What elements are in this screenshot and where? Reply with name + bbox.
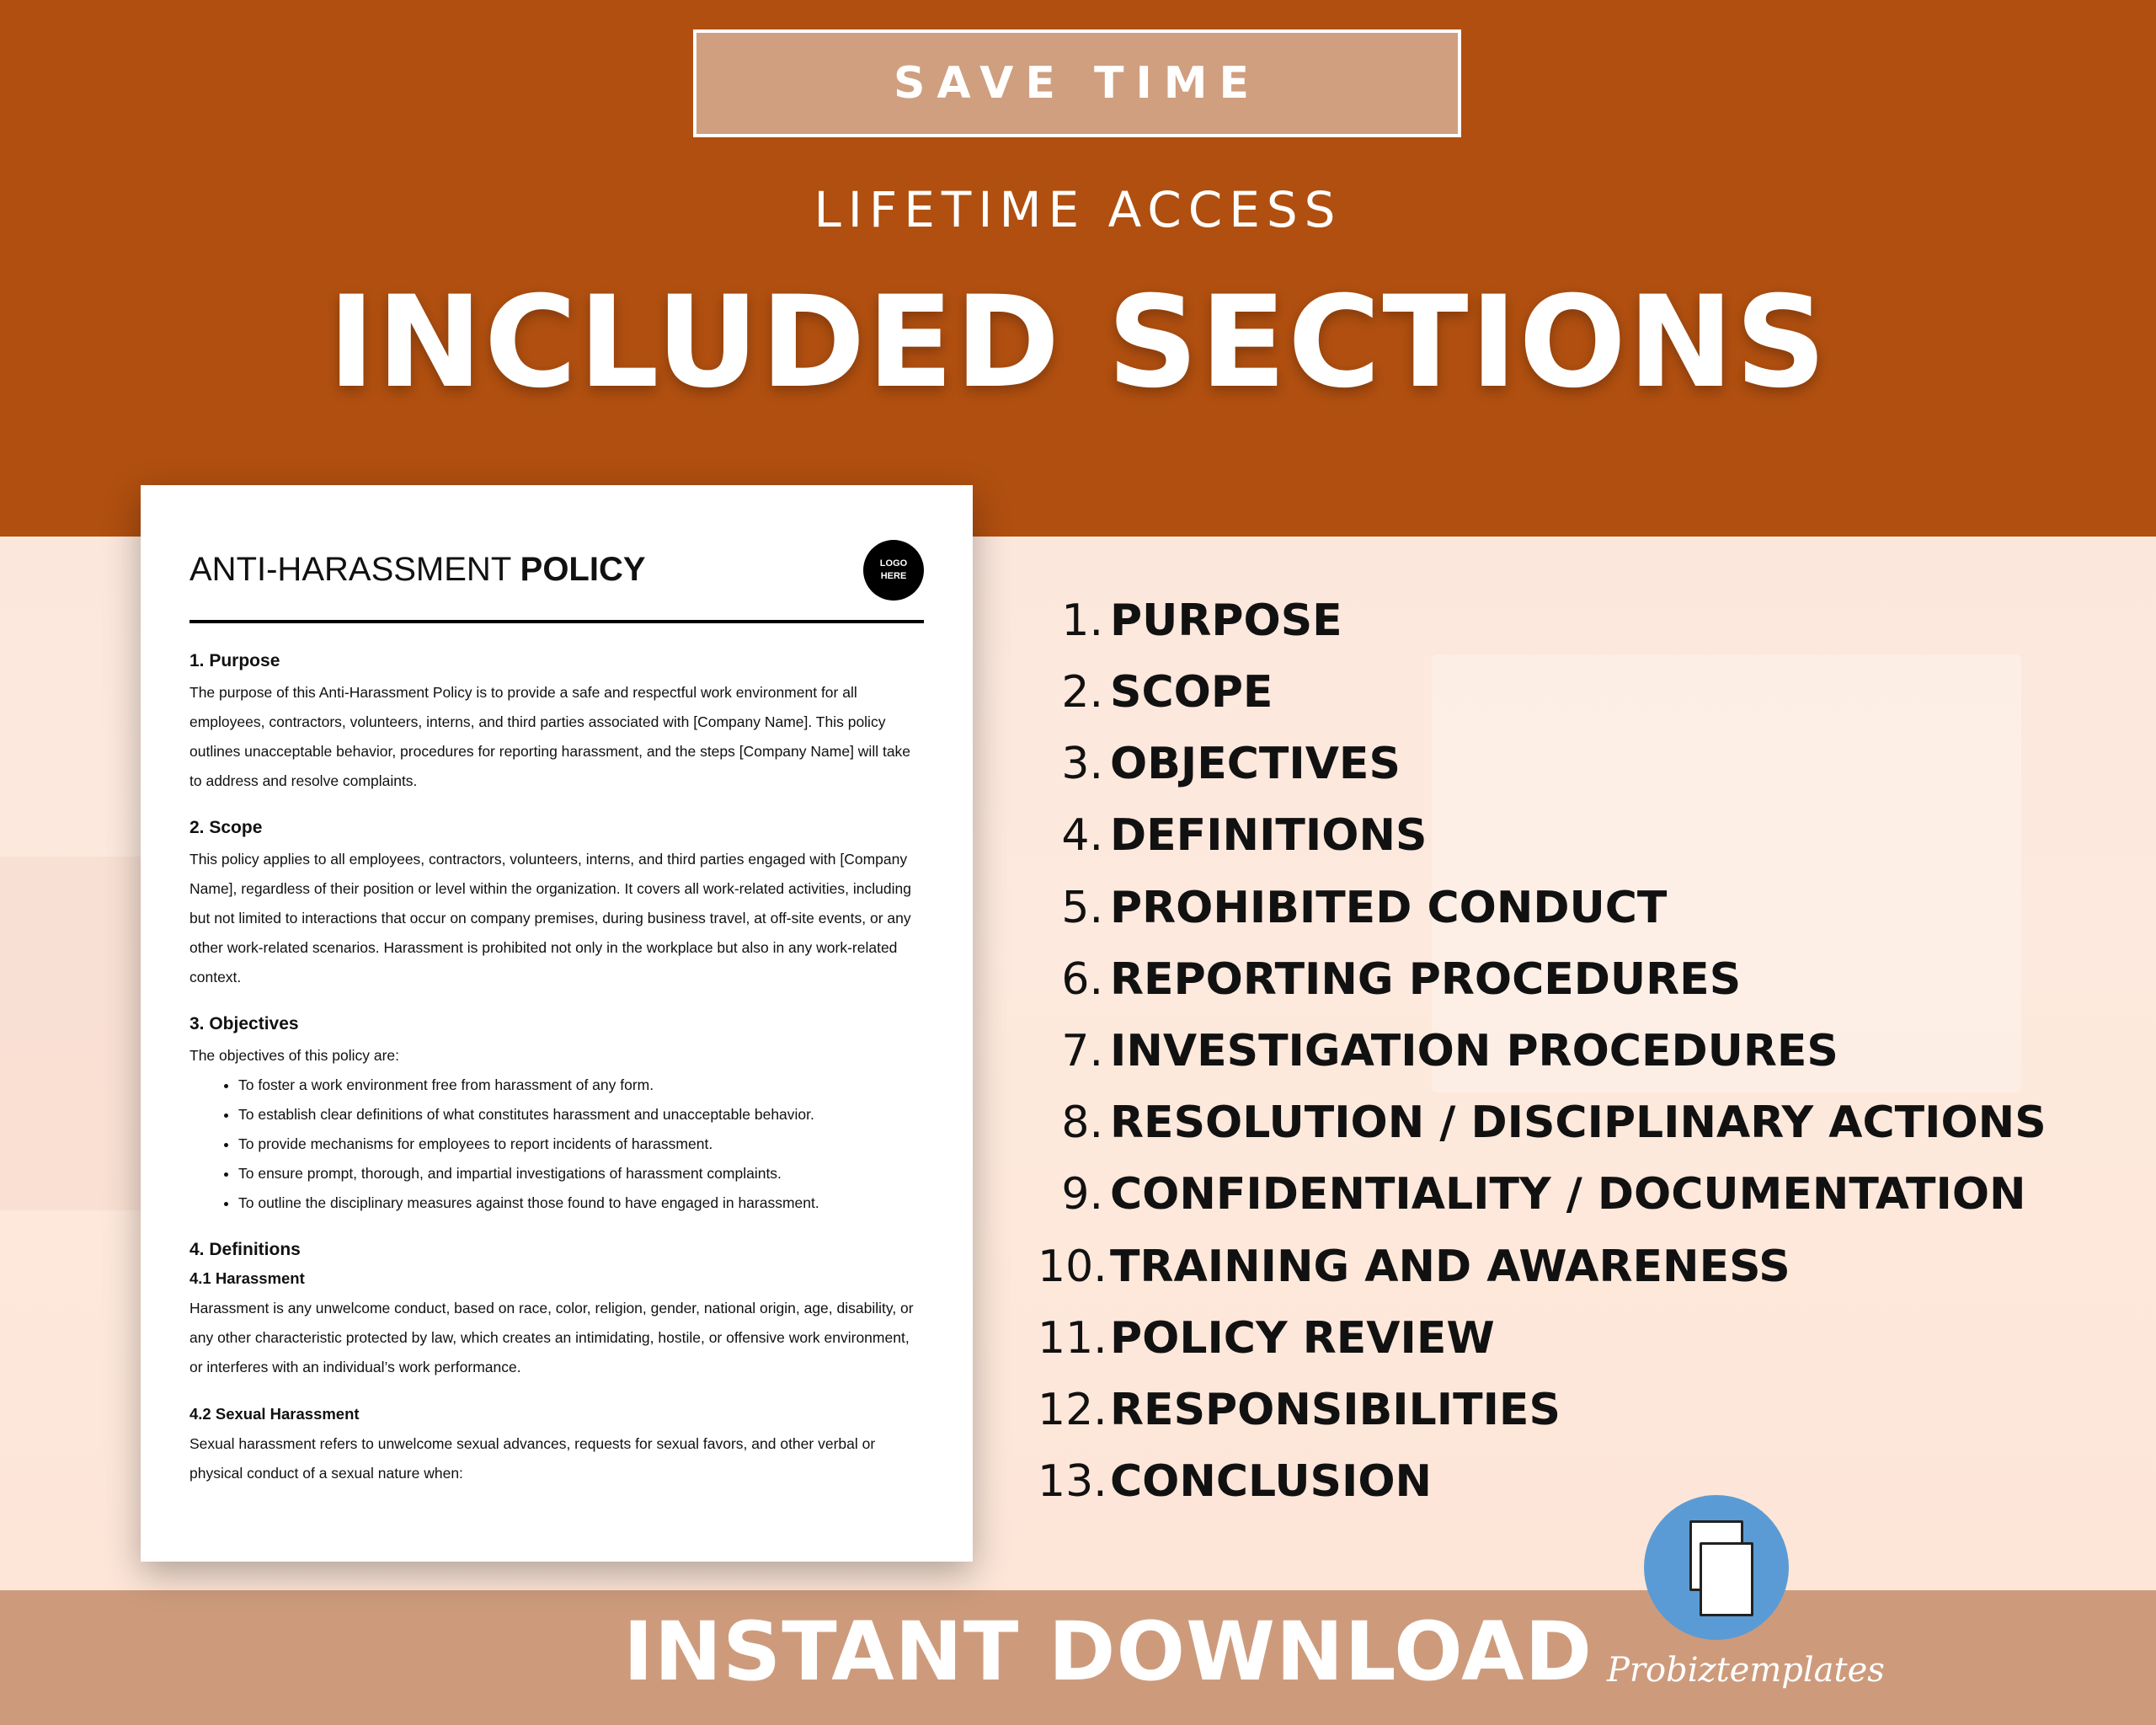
- subsection-text: Harassment is any unwelcome conduct, based on race, color, religion, gender, national origin, age, disability, or any other characteristic protected by law, which creates an intimidating, hostile, or offensive work environment, or interferes with an individual’s work performance.: [189, 1300, 914, 1375]
- section-number: 2.: [1061, 666, 1103, 718]
- section-label: PROHIBITED CONDUCT: [1110, 882, 1668, 933]
- doc-section-purpose: [189, 649, 924, 796]
- section-number: 9.: [1061, 1168, 1103, 1220]
- section-number: 4.: [1061, 809, 1103, 861]
- section-number: 8.: [1061, 1097, 1103, 1148]
- section-text: This policy applies to all employees, contractors, volunteers, interns, and third parties engaged with [Company Name], regardless of their position or level within the organization. It covers all work-related activities, including but not limited to interactions that occur on company premises, during business travel, at off-site events, or any other work-related scenarios. Harassment is prohibited not only in the workplace but also in any work-related context.: [189, 851, 911, 985]
- document-preview: [141, 485, 973, 1562]
- lifetime-access-subtitle: LIFETIME ACCESS: [814, 181, 1342, 238]
- document-title-bold: POLICY: [520, 551, 646, 588]
- section-list-item: [1038, 1374, 1561, 1445]
- section-heading: 4. Definitions: [189, 1240, 301, 1259]
- doc-section-objectives: [189, 1012, 924, 1218]
- section-heading: 2. Scope: [189, 818, 263, 837]
- document-body: [189, 649, 924, 1509]
- section-list-item: [1038, 1231, 1790, 1302]
- list-item: • To establish clear definitions of what constitutes harassment and unacceptable behavior.: [238, 1100, 924, 1130]
- section-heading: 1. Purpose: [189, 651, 280, 670]
- list-item: • To foster a work environment free from harassment of any form.: [238, 1071, 924, 1100]
- objectives-list: [189, 1071, 924, 1218]
- section-list-item: [1038, 872, 1667, 943]
- section-number: 10.: [1038, 1241, 1107, 1292]
- save-time-badge: [693, 29, 1461, 137]
- section-number: 6.: [1061, 953, 1103, 1005]
- save-time-label: SAVE TIME: [893, 58, 1262, 109]
- section-number: 11.: [1038, 1312, 1107, 1364]
- section-number: 3.: [1061, 738, 1103, 789]
- section-label: CONCLUSION: [1110, 1455, 1433, 1507]
- section-number: 7.: [1061, 1025, 1103, 1076]
- document-title-light: ANTI-HARASSMENT: [189, 551, 520, 588]
- section-label: TRAINING AND AWARENESS: [1110, 1241, 1790, 1292]
- section-list-item: [1038, 1087, 2047, 1158]
- section-label: INVESTIGATION PROCEDURES: [1110, 1025, 1838, 1076]
- section-list-item: [1038, 585, 1342, 656]
- list-item: • To ensure prompt, thorough, and impartial investigations of harassment complaints.: [238, 1159, 924, 1188]
- section-list-item: [1038, 1302, 1495, 1374]
- doc-section-definitions: [189, 1238, 924, 1488]
- list-item: • To outline the disciplinary measures against those found to have engaged in harassment.: [238, 1188, 924, 1218]
- section-label: RESOLUTION / DISCIPLINARY ACTIONS: [1110, 1097, 2047, 1148]
- section-label: POLICY REVIEW: [1110, 1312, 1495, 1364]
- section-list-item: [1038, 728, 1401, 799]
- documents-icon: [1644, 1495, 1789, 1640]
- section-heading: 3. Objectives: [189, 1014, 299, 1033]
- section-label: SCOPE: [1110, 666, 1273, 718]
- section-list-item: [1038, 1015, 1838, 1087]
- section-number: 13.: [1038, 1455, 1107, 1507]
- section-list-item: [1038, 799, 1427, 871]
- logo-line-2: HERE: [880, 571, 907, 581]
- section-intro: The objectives of this policy are:: [189, 1047, 400, 1064]
- subsection-text: Sexual harassment refers to unwelcome sexual advances, requests for sexual favors, and other verbal or physical conduct of a sexual nature when:: [189, 1435, 876, 1482]
- section-label: REPORTING PROCEDURES: [1110, 953, 1742, 1005]
- section-label: DEFINITIONS: [1110, 809, 1428, 861]
- subsection-heading: 4.1 Harassment: [189, 1269, 305, 1287]
- section-text: The purpose of this Anti-Harassment Policy is to provide a safe and respectful work environment for all employees, contractors, volunteers, interns, and third parties associated with [Company Name]. This policy outlines unacceptable behavior, procedures for reporting harassment, and the steps [Company Name] will take to address and resolve complaints.: [189, 684, 911, 789]
- document-title: [189, 551, 646, 589]
- logo-line-1: LOGO: [879, 558, 908, 569]
- brand-signature: Probiztemplates: [1607, 1651, 1885, 1690]
- logo-placeholder: [863, 540, 924, 601]
- section-number: 12.: [1038, 1384, 1107, 1435]
- instant-download-label: INSTANT DOWNLOAD: [623, 1605, 1593, 1699]
- document-sheet-front: [1700, 1542, 1753, 1616]
- section-label: PURPOSE: [1110, 595, 1342, 646]
- section-number: 1.: [1061, 595, 1103, 646]
- section-label: OBJECTIVES: [1110, 738, 1401, 789]
- subsection-heading: 4.2 Sexual Harassment: [189, 1405, 360, 1423]
- section-number: 5.: [1061, 882, 1103, 933]
- doc-section-scope: [189, 816, 924, 992]
- section-list-item: [1038, 1158, 2026, 1230]
- section-label: CONFIDENTIALITY / DOCUMENTATION: [1110, 1168, 2026, 1220]
- section-list-item: [1038, 656, 1273, 728]
- page-title: INCLUDED SECTIONS: [328, 270, 1828, 416]
- list-item: • To provide mechanisms for employees to report incidents of harassment.: [238, 1130, 924, 1159]
- title-divider: [189, 620, 924, 623]
- section-label: RESPONSIBILITIES: [1110, 1384, 1561, 1435]
- section-list-item: [1038, 943, 1741, 1015]
- section-list-item: [1038, 1445, 1432, 1517]
